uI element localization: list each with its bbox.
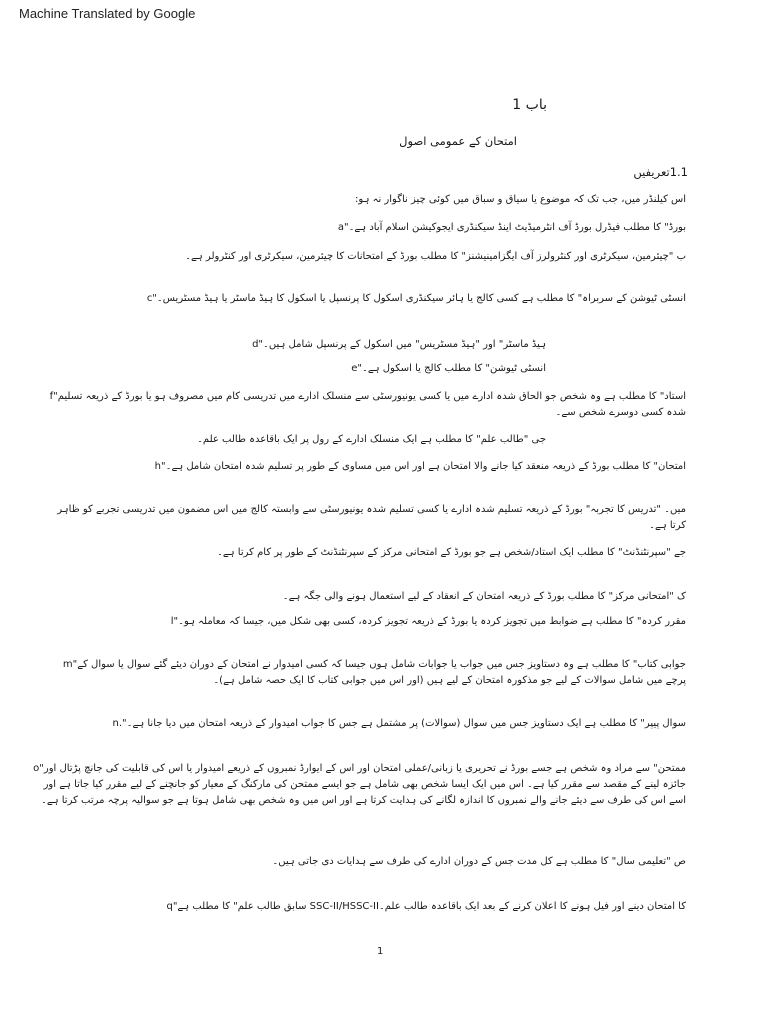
definition-b: ب "چیئرمین، سیکرٹری اور کنٹرولرز آف ایگزامینیشنز" کا مطلب بورڈ کے امتحانات کا چیئرمین، سیکرٹری اور کنٹرولر ہے۔ bbox=[185, 251, 686, 262]
page-number: 1 bbox=[377, 946, 384, 957]
chapter-title: باب 1 bbox=[512, 97, 547, 113]
definition-o: o"ممتحن" سے مراد وہ شخص ہے جسے بورڈ نے تحریری یا زبانی/عملی امتحان اور اس کے ایوارڈ نمبروں کے ذریعے امیدوار یا اس کی قابلیت کی جانچ پڑتال اور جائزہ لینے کے مقصد سے مقرر کیا ہے۔ اس میں ایک ایسا شخص بھی شامل ہے جو ایسے ممتحن کی مارکنگ کے معیار کو جانچنے کے لیے مقرر کیا جاتا ہے اور اسے اس کی طرف سے دیئے جانے والے نمبروں کا اندازہ لگانے کی ہدایت کرتا ہے اور اس میں وہ شخص بھی شامل ہوتا ہے جو سوالیہ پرچہ مرتب کرتا ہے۔ bbox=[33, 763, 686, 806]
definition-j: جے "سپرنٹنڈنٹ" کا مطلب ایک استاد/شخص ہے جو بورڈ کے امتحانی مرکز کے سپرنٹنڈنٹ کے طور پر کام کرتا ہے۔ bbox=[217, 547, 686, 558]
definition-h: h"امتحان" کا مطلب بورڈ کے ذریعہ منعقد کیا جانے والا امتحان ہے اور اس میں مساوی کے طور پر تسلیم شدہ امتحان شامل ہے۔ bbox=[154, 461, 686, 472]
definition-n: n."سوال پیپر" کا مطلب ہے ایک دستاویز جس میں سوال (سوالات) پر مشتمل ہے جس کا جواب امیدوار کے ذریعہ امتحان میں دیا جانا ہے۔ bbox=[112, 718, 686, 729]
definition-e: e"انسٹی ٹیوشن" کا مطلب کالج یا اسکول ہے۔ bbox=[351, 363, 546, 374]
definition-k: ک "امتحانی مرکز" کا مطلب بورڈ کے ذریعہ امتحان کے انعقاد کے لیے استعمال ہونے والی جگہ ہے۔ bbox=[282, 591, 686, 602]
definition-f: f"استاد" کا مطلب ہے وہ شخص جو الحاق شدہ ادارے میں یا کسی یونیورسٹی سے منسلک ادارے میں تدریسی کام میں مصروف ہو یا بورڈ کے ذریعہ تسلیم شدہ کسی دوسرے شخص سے۔ bbox=[49, 391, 686, 418]
definition-i: میں۔ "تدریس کا تجربہ" بورڈ کے ذریعہ تسلیم شدہ ادارے یا کسی تسلیم شدہ یونیورسٹی سے وابستہ کالج میں اس مضمون میں تدریسی تجربے کو ظاہر کرتا ہے۔ bbox=[57, 504, 686, 531]
machine-translated-banner: Machine Translated by Google bbox=[19, 6, 196, 21]
definition-q: q"سابق طالب علم" کا مطلب ہے SSC-II/HSSC-IIکا امتحان دینے اور فیل ہونے کا اعلان کرنے کے بعد ایک باقاعدہ طالب علم۔ bbox=[166, 901, 686, 912]
definition-m: m"جوابی کتاب" کا مطلب ہے وہ دستاویز جس میں جواب یا جوابات شامل ہوں جیسا کہ کسی امیدوار نے امتحان کے دوران دیئے گئے سوال یا سوال کے پرچے میں شامل سوالات کے لیے جو مذکورہ امتحان کے لیے ہیں (اور اس میں جوابی کتاب کا ایک حصہ شامل ہے)۔ bbox=[62, 659, 686, 686]
intro-paragraph: اس کیلنڈر میں، جب تک کہ موضوع یا سیاق و سباق میں کوئی چیز ناگوار نہ ہو: bbox=[355, 194, 686, 205]
section-heading: 1.1تعریفیں bbox=[633, 165, 688, 179]
definition-p: ص "تعلیمی سال" کا مطلب ہے کل مدت جس کے دوران ادارے کی طرف سے ہدایات دی جاتی ہیں۔ bbox=[272, 856, 686, 867]
definition-g: جی "طالب علم" کا مطلب ہے ایک منسلک ادارے کے رول پر ایک باقاعدہ طالب علم۔ bbox=[197, 434, 546, 445]
definition-c: c"انسٹی ٹیوشن کے سربراہ" کا مطلب ہے کسی کالج یا ہائر سیکنڈری اسکول کا پرنسپل یا اسکول کا ہیڈ ماسٹر یا ہیڈ مسٹریس۔ bbox=[146, 293, 686, 304]
definition-d: d"ہیڈ ماسٹر" اور "ہیڈ مسٹریس" میں اسکول کے پرنسپل شامل ہیں۔ bbox=[252, 339, 546, 350]
definition-l: l"مقرر کردہ" کا مطلب ہے ضوابط میں تجویز کردہ یا بورڈ کے ذریعہ تجویز کردہ، کسی بھی شکل میں، جیسا کہ معاملہ ہو۔ bbox=[170, 616, 686, 627]
definition-a: a"بورڈ" کا مطلب فیڈرل بورڈ آف انٹرمیڈیٹ اینڈ سیکنڈری ایجوکیشن اسلام آباد ہے۔ bbox=[337, 222, 686, 233]
chapter-subtitle: امتحان کے عمومی اصول bbox=[399, 134, 517, 148]
